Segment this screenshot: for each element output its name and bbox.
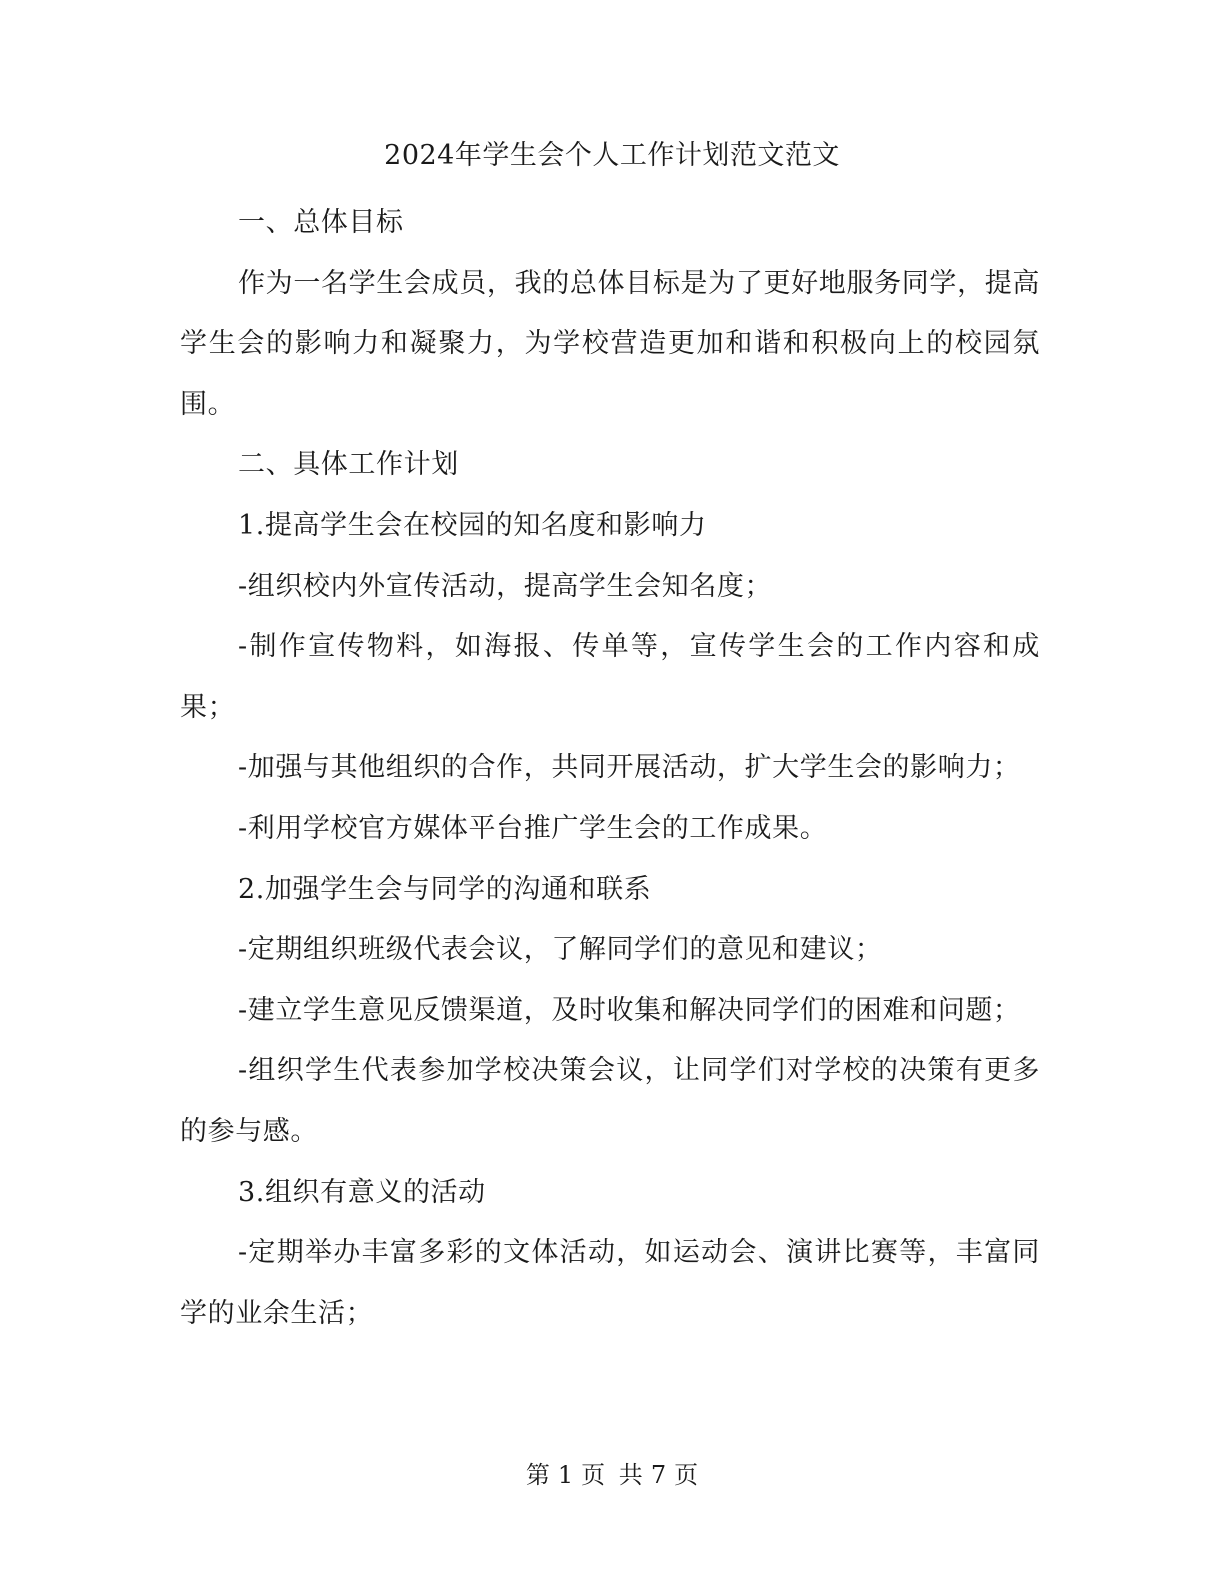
footer-mid: 页 共 bbox=[581, 1461, 643, 1489]
list-item: -制作宣传物料，如海报、传单等，宣传学生会的工作内容和成果； bbox=[180, 631, 1040, 723]
footer-prefix: 第 bbox=[525, 1461, 550, 1489]
list-item: -定期组织班级代表会议，了解同学们的意见和建议； bbox=[238, 934, 883, 966]
footer-suffix: 页 bbox=[674, 1461, 699, 1489]
footer-total-pages: 7 bbox=[650, 1461, 667, 1489]
item-heading-3: 3.组织有意义的活动 bbox=[238, 1176, 486, 1208]
paragraph-goal: 作为一名学生会成员，我的总体目标是为了更好地服务同学，提高学生会的影响力和凝聚力，为学校营造更加和谐和积极向上的校园氛围。 bbox=[180, 267, 1040, 420]
list-item: -组织学生代表参加学校决策会议，让同学们对学校的决策有更多的参与感。 bbox=[180, 1055, 1040, 1147]
list-item: -加强与其他组织的合作，共同开展活动，扩大学生会的影响力； bbox=[238, 752, 1021, 784]
document-title: 2024年学生会个人工作计划范文范文 bbox=[384, 140, 840, 171]
item-heading-2: 2.加强学生会与同学的沟通和联系 bbox=[238, 873, 652, 905]
footer-current-page: 1 bbox=[557, 1461, 574, 1489]
document-body bbox=[180, 193, 1040, 1344]
list-item: -建立学生意见反馈渠道，及时收集和解决同学们的困难和问题； bbox=[238, 994, 1021, 1026]
section-heading-goal: 一、总体目标 bbox=[238, 207, 404, 238]
list-item: -利用学校官方媒体平台推广学生会的工作成果。 bbox=[238, 812, 828, 844]
section-heading-plan: 二、具体工作计划 bbox=[238, 449, 459, 481]
list-item: -定期举办丰富多彩的文体活动，如运动会、演讲比赛等，丰富同学的业余生活； bbox=[180, 1237, 1040, 1329]
item-heading-1: 1.提高学生会在校园的知名度和影响力 bbox=[238, 509, 707, 541]
list-item: -组织校内外宣传活动，提高学生会知名度； bbox=[238, 570, 773, 602]
page-footer bbox=[0, 1457, 1224, 1493]
